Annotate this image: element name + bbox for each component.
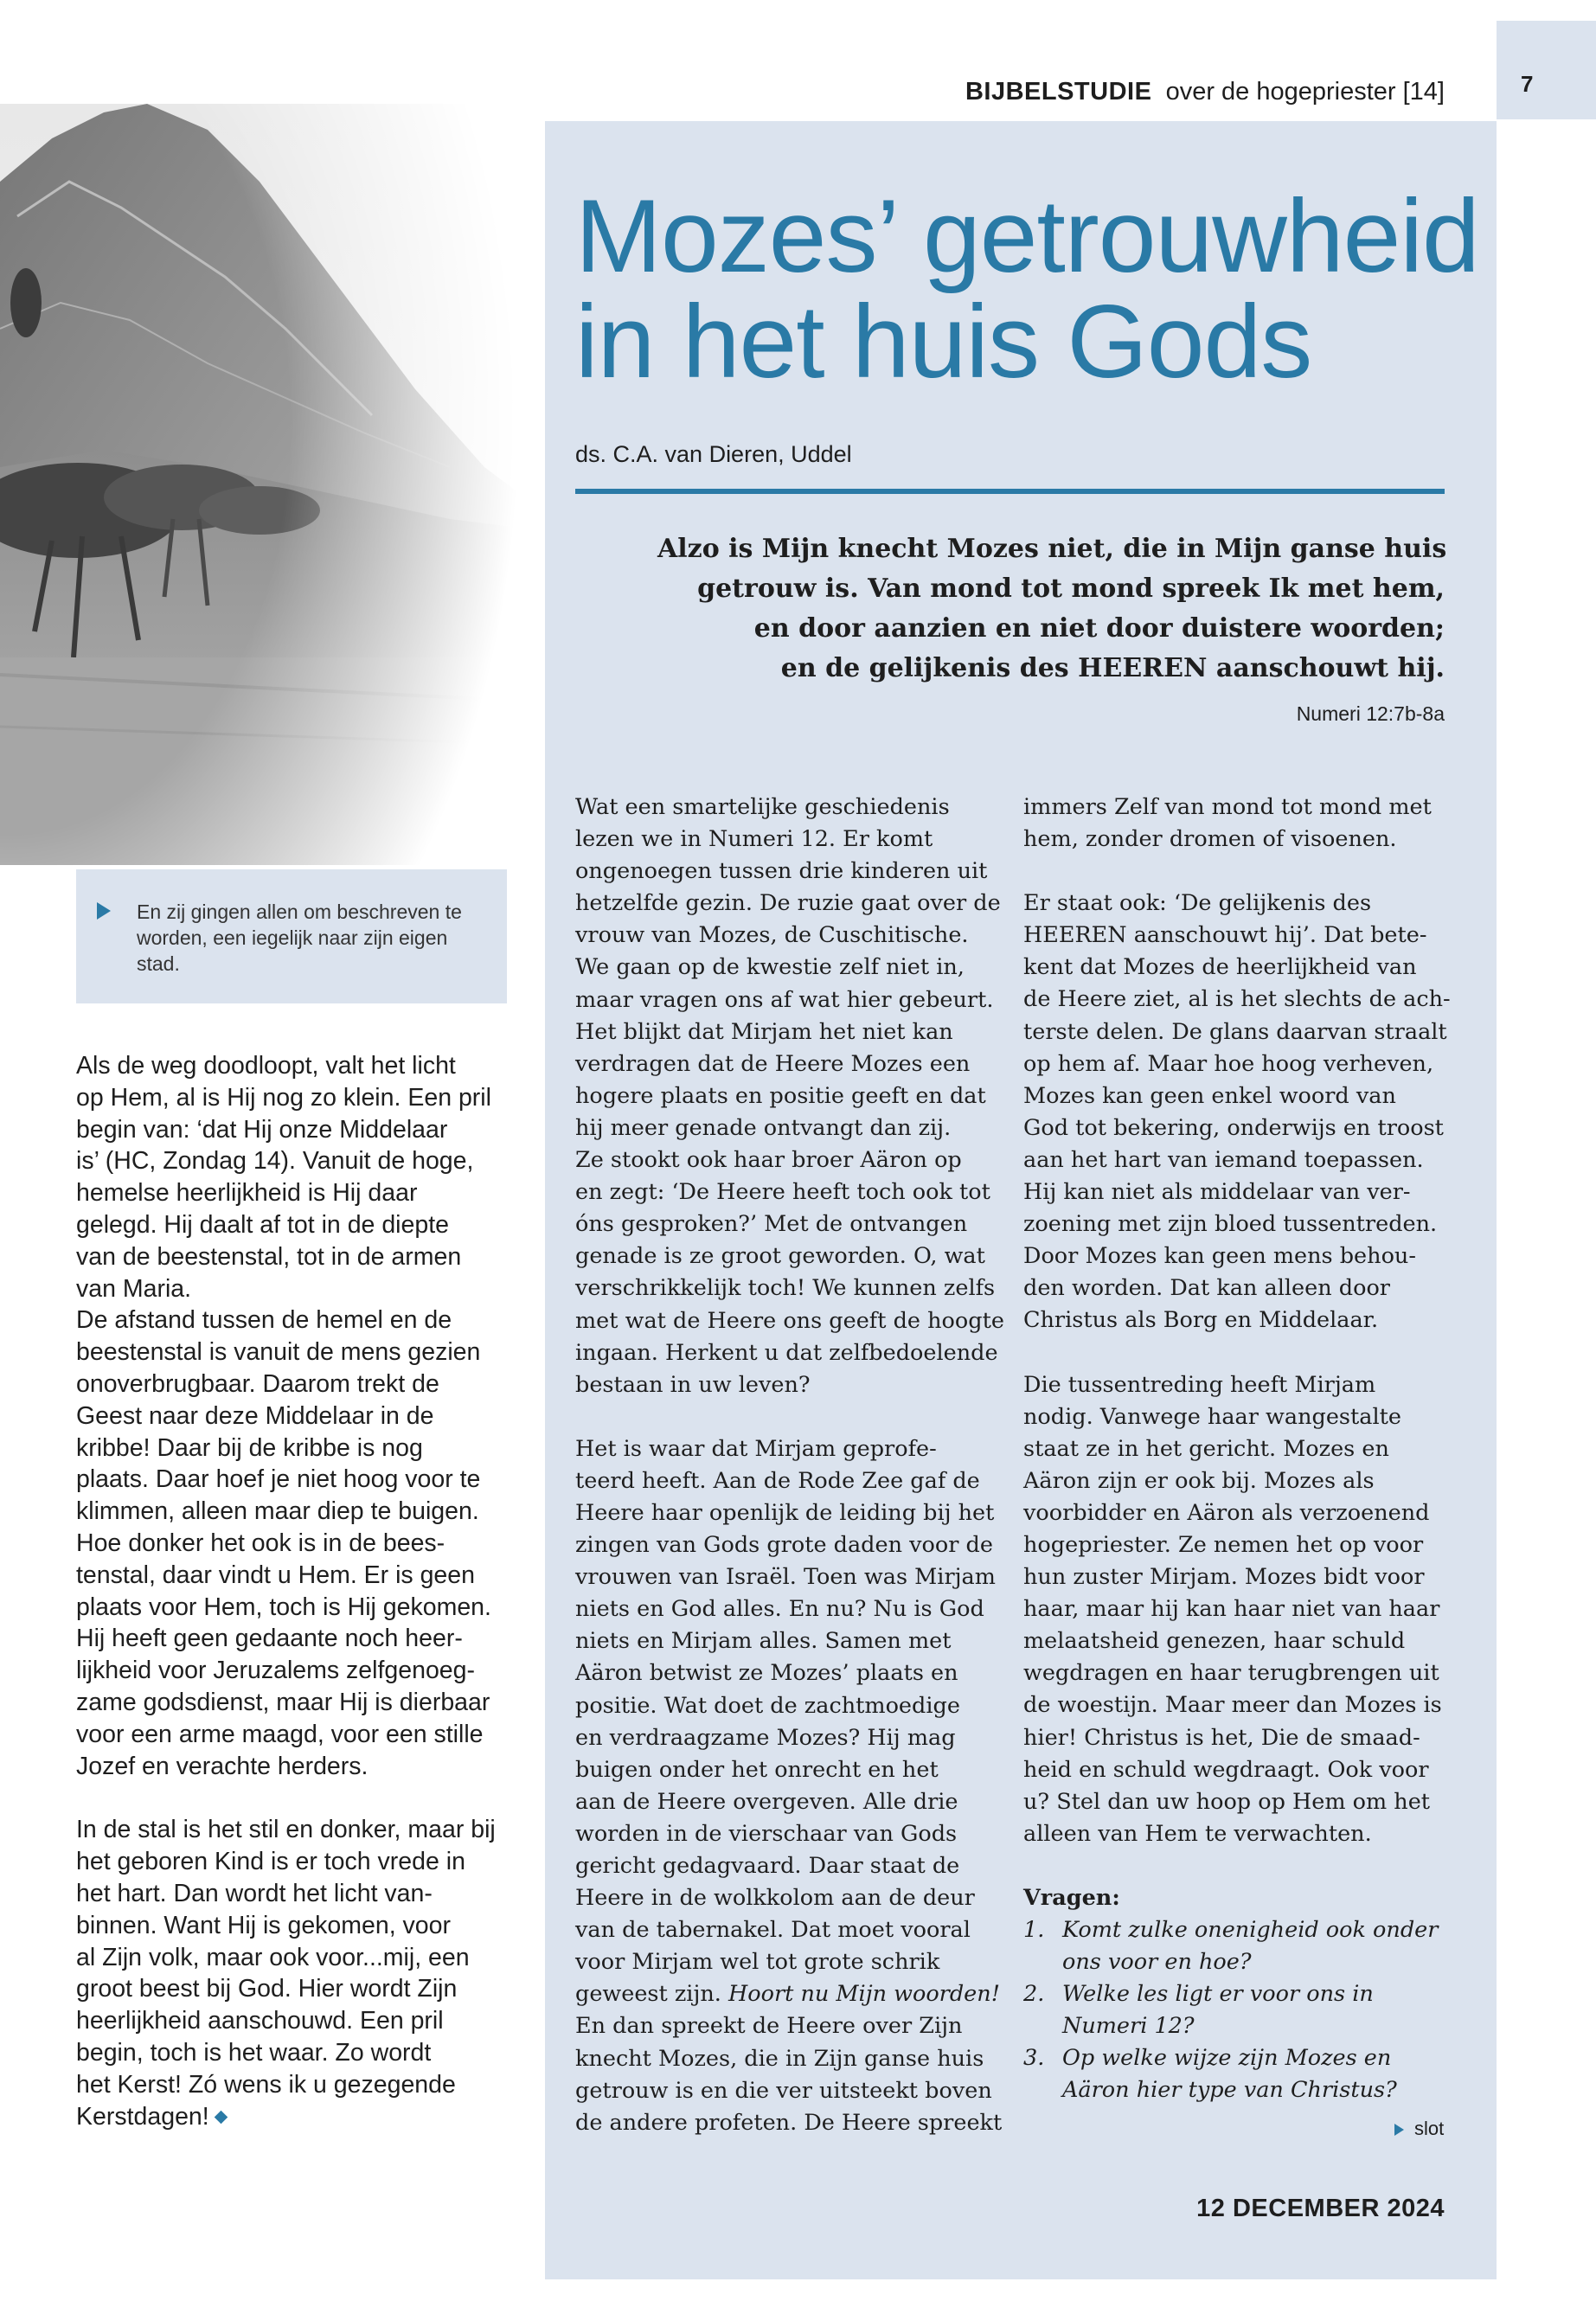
question-line [1023, 2010, 1452, 2042]
text-segment: geweest zijn. [575, 1981, 721, 2008]
text-line: voorbidder en Aäron als verzoenend [1023, 1499, 1430, 1526]
text-line: begin van: ‘dat Hij onze Middelaar [76, 1115, 448, 1144]
question-text: Komt zulke onenigheid ook onder [1062, 1917, 1439, 1943]
question-text: Welke les ligt er voor ons in [1062, 1981, 1374, 2008]
text-line: Heere haar openlijk de leiding bij het [575, 1499, 995, 1526]
text-line: Wat een smartelijke geschiedenis [575, 794, 950, 820]
text-line: plaats voor Hem, toch is Hij gekomen. [76, 1593, 491, 1621]
question-line [1023, 2042, 1452, 2074]
question-text: ons voor en hoe? [1062, 1949, 1252, 1976]
text-line: de woestijn. Maar meer dan Mozes is [1023, 1692, 1442, 1719]
text-line: aan de Heere overgeven. Alle drie [575, 1788, 958, 1815]
text-line: klimmen, alleen maar diep te buigen. [76, 1497, 479, 1526]
text-line: Als de weg doodloopt, valt het licht [76, 1052, 456, 1080]
text-line: Het is waar dat Mirjam geprofe- [575, 1435, 937, 1462]
text-line: hogepriester. Ze nemen het op voor [1023, 1531, 1424, 1558]
text-line: zingen van Gods grote daden voor de [575, 1532, 993, 1559]
end-marker [1394, 2118, 1444, 2140]
text-line: u? Stel dan uw hoop op Hem om het [1023, 1788, 1431, 1815]
landscape-photo [0, 104, 519, 865]
text-line: Aäron betwist ze Mozes’ plaats en [575, 1660, 958, 1687]
page-tab [1497, 21, 1596, 119]
text-line: aan het hart van iemand toepassen. [1023, 1146, 1424, 1173]
paragraph-gap [76, 1782, 513, 1814]
text-line: van Maria. [76, 1274, 192, 1303]
text-line: wegdragen en haar terugbrengen uit [1023, 1660, 1439, 1687]
text-line: bestaan in uw leven? [575, 1371, 811, 1398]
text-line: In de stal is het stil en donker, maar bij [76, 1816, 496, 1844]
paragraph-gap [575, 1401, 990, 1433]
text-line [575, 1978, 1000, 2010]
text-line: voor een arme maagd, voor een stille [76, 1720, 484, 1748]
text-line: de andere profeten. De Heere spreekt [575, 2109, 1003, 2136]
text-line: heerlijkheid aanschouwd. Een pril [76, 2007, 444, 2035]
paragraph-gap [1023, 1850, 1452, 1882]
text-line: kribbe! Daar bij de kribbe is nog [76, 1433, 423, 1462]
text-line: het geboren Kind is er toch vrede in [76, 1848, 465, 1876]
text-line: Er staat ook: ‘De gelijkenis des [1023, 890, 1372, 917]
quote-line: getrouw is. Van mond tot mond spreek Ik met hem, [697, 574, 1445, 604]
text-line: onoverbrugbaar. Daarom trekt de [76, 1369, 439, 1398]
text-line: HEEREN aanschouwt hij’. Dat bete- [1023, 922, 1427, 949]
text-line: Door Mozes kan geen mens behou- [1023, 1243, 1416, 1270]
quote-line: en door aanzien en niet door duistere woorden; [753, 613, 1445, 644]
text-line: hetzelfde gezin. De ruzie gaat over de [575, 890, 1001, 917]
text-line: melaatsheid genezen, haar schuld [1023, 1628, 1406, 1655]
text-line: hij meer genade ontvangt dan zij. [575, 1114, 952, 1141]
text-line: Hij heeft geen gedaante noch heer- [76, 1625, 463, 1653]
text-line: En dan spreekt de Heere over Zijn [575, 2013, 963, 2040]
text-line: zame godsdienst, maar Hij is dierbaar [76, 1688, 490, 1716]
text-line: van de tabernakel. Dat moet vooral [575, 1917, 971, 1944]
article-title [575, 178, 1479, 400]
text-line: God tot bekering, onderwijs en troost [1023, 1114, 1444, 1141]
running-header [882, 78, 1445, 106]
text-line: Christus als Borg en Middelaar. [1023, 1307, 1379, 1334]
end-diamond-icon [214, 2111, 228, 2125]
section-label: BIJBELSTUDIE [965, 78, 1152, 106]
question-number: 1. [1023, 1917, 1045, 1943]
column-left [76, 1050, 513, 2132]
text-line: worden in de vierschaar van Gods [575, 1820, 958, 1847]
text-line: gelegd. Hij daalt af tot in de diepte [76, 1210, 449, 1239]
text-line: Het blijkt dat Mirjam het niet kan [575, 1018, 953, 1045]
paragraph-gap [1023, 856, 1452, 888]
text-line: plaats. Daar hoef je niet hoog voor te [76, 1465, 481, 1494]
text-line: getrouw is en die ver uitsteekt boven [575, 2077, 992, 2104]
text-line: hier! Christus is het, Die de smaad- [1023, 1724, 1420, 1751]
text-line: ingaan. Herkent u dat zelfbedoelende [575, 1339, 998, 1366]
question-number: 3. [1023, 2045, 1045, 2072]
quote-reference: Numeri 12:7b-8a [1296, 702, 1445, 725]
text-line: immers Zelf van mond tot mond met [1023, 794, 1432, 820]
text-line: Ze stookt ook haar broer Aäron op [575, 1147, 962, 1174]
text-line: Hoe donker het ook is in de bees- [76, 1529, 445, 1557]
text-line: knecht Mozes, die in Zijn ganse huis [575, 2045, 984, 2072]
title-line: in het huis Gods [575, 284, 1312, 400]
callout-box [76, 869, 507, 1003]
issue-date: 12 DECEMBER 2024 [1196, 2195, 1445, 2222]
text-line: buigen onder het onrecht en het [575, 1756, 939, 1783]
text-line: We gaan op de kwestie zelf niet in, [575, 954, 965, 981]
text-line: Aäron zijn er ook bij. Mozes als [1023, 1467, 1375, 1494]
text-line: voor Mirjam wel tot grote schrik [575, 1949, 940, 1976]
question-number: 2. [1023, 1981, 1045, 2008]
text-line: terste delen. De glans daarvan straalt [1023, 1018, 1447, 1045]
text-line: Mozes kan geen enkel woord van [1023, 1082, 1396, 1109]
question-line [1023, 1978, 1452, 2010]
text-line: is’ (HC, Zondag 14). Vanuit de hoge, [76, 1147, 474, 1176]
text-line: haar, maar hij kan haar niet van haar [1023, 1596, 1440, 1623]
text-line: vrouw van Mozes, de Cuschitische. [575, 922, 969, 949]
text-line: Die tussentreding heeft Mirjam [1023, 1371, 1376, 1398]
text-line: teerd heeft. Aan de Rode Zee gaf de [575, 1467, 980, 1494]
text-line: de Heere ziet, al is het slechts de ach- [1023, 986, 1451, 1013]
text-line: groot beest bij God. Hier wordt Zijn [76, 1975, 458, 2003]
question-line [1023, 1946, 1452, 1978]
text-line: al Zijn volk, maar ook voor...mij, een [76, 1943, 470, 1971]
text-line: binnen. Want Hij is gekomen, voor [76, 1911, 451, 1939]
text-line: heid en schuld wegdraagt. Ook voor [1023, 1756, 1429, 1783]
text-line: niets en Mirjam alles. Samen met [575, 1628, 952, 1655]
text-line: Hij kan niet als middelaar van ver- [1023, 1179, 1411, 1206]
text-line: tenstal, daar vindt u Hem. Er is geen [76, 1561, 475, 1589]
author-byline: ds. C.A. van Dieren, Uddel [575, 441, 852, 467]
text-line: Geest naar deze Middelaar in de [76, 1401, 434, 1430]
text-line: gericht gedagvaard. Daar staat de [575, 1853, 960, 1879]
text-line: genade is ze groot geworden. O, wat [575, 1243, 985, 1270]
text-line: zoening met zijn bloed tussentreden. [1023, 1211, 1438, 1238]
text-line: kent dat Mozes de heerlijkheid van [1023, 954, 1417, 981]
section-subtitle: over de hogepriester [14] [1165, 78, 1445, 106]
text-line: begin, toch is het waar. Zo wordt [76, 2038, 432, 2067]
paragraph-gap [1023, 1337, 1452, 1369]
text-line: Jozef en verachte herders. [76, 1752, 369, 1780]
question-line [1023, 1914, 1452, 1946]
text-line: met wat de Heere ons geeft de hoogte [575, 1307, 1004, 1334]
column-middle [575, 792, 1004, 2139]
triangle-bullet-icon [1394, 2124, 1404, 2136]
text-line: beestenstal is vanuit de mens gezien [76, 1338, 481, 1367]
slot-label: slot [1414, 2118, 1445, 2139]
text-line: op Hem, al is Hij nog zo klein. Een pril [76, 1083, 491, 1112]
text-line: Kerstdagen! [76, 2101, 513, 2133]
text-line: verdragen dat de Heere Mozes een [575, 1050, 971, 1077]
text-line: alleen van Hem te verwachten. [1023, 1820, 1372, 1847]
text-line: hogere plaats en positie geeft en dat [575, 1082, 986, 1109]
text-line: het Kerst! Zó wens ik u gezegende [76, 2070, 456, 2099]
text-line: De afstand tussen de hemel en de [76, 1306, 452, 1335]
questions-heading: Vragen: [1023, 1884, 1120, 1911]
text-line: en zegt: ‘De Heere heeft toch ook tot [575, 1179, 990, 1206]
text-line: vrouwen van Israël. Toen was Mirjam [575, 1564, 996, 1591]
question-text: Op welke wijze zijn Mozes en [1062, 2045, 1392, 2072]
text-line: maar vragen ons af wat hier gebeurt. [575, 986, 994, 1013]
question-line [1023, 2074, 1452, 2106]
page-number: 7 [1521, 71, 1534, 97]
text-line: niets en God alles. En nu? Nu is God [575, 1596, 984, 1623]
text-line: ongenoegen tussen drie kinderen uit [575, 858, 988, 885]
triangle-bullet-icon [97, 902, 111, 920]
text-line: óns gesproken?’ Met de ontvangen [575, 1211, 968, 1238]
quote-line: Alzo is Mijn knecht Mozes niet, die in Mijn ganse huis [657, 534, 1447, 564]
text-line: lezen we in Numeri 12. Er komt [575, 826, 933, 853]
callout-text: En zij gingen allen om beschreven te worden, een iegelijk naar zijn eigen stad. [137, 901, 462, 975]
text-line: nodig. Vanwege haar wangestalte [1023, 1403, 1401, 1430]
text-line: positie. Wat doet de zachtmoedige [575, 1692, 960, 1719]
text-line: en verdraagzame Mozes? Hij mag [575, 1724, 956, 1751]
italic-phrase: Hoort nu Mijn woorden! [728, 1981, 1000, 2008]
text-line: hem, zonder dromen of visoenen. [1023, 826, 1397, 853]
title-divider [575, 489, 1445, 494]
text-line: hun zuster Mirjam. Mozes bidt voor [1023, 1564, 1425, 1591]
text-line: den worden. Dat kan alleen door [1023, 1275, 1390, 1302]
scripture-quote [657, 529, 1445, 689]
column-right [1023, 792, 1452, 2107]
question-text: Numeri 12? [1062, 2013, 1195, 2040]
text-line: verschrikkelijk toch! We kunnen zelfs [575, 1275, 996, 1302]
question-text: Aäron hier type van Christus? [1062, 2077, 1397, 2104]
text-line: Heere in de wolkkolom aan de deur [575, 1885, 975, 1912]
text-line: hemelse heerlijkheid is Hij daar [76, 1179, 418, 1208]
text-line: lijkheid voor Jeruzalems zelfgenoeg- [76, 1657, 475, 1685]
quote-line: en de gelijkenis des HEEREN aanschouwt hij. [780, 653, 1445, 683]
text-line: op hem af. Maar hoe hoog verheven, [1023, 1050, 1434, 1077]
text-line: staat ze in het gericht. Mozes en [1023, 1435, 1389, 1462]
text-line: het hart. Dan wordt het licht van- [76, 1879, 433, 1907]
text-line: van de beestenstal, tot in de armen [76, 1242, 462, 1271]
title-line: Mozes’ getrouwheid [575, 178, 1479, 294]
